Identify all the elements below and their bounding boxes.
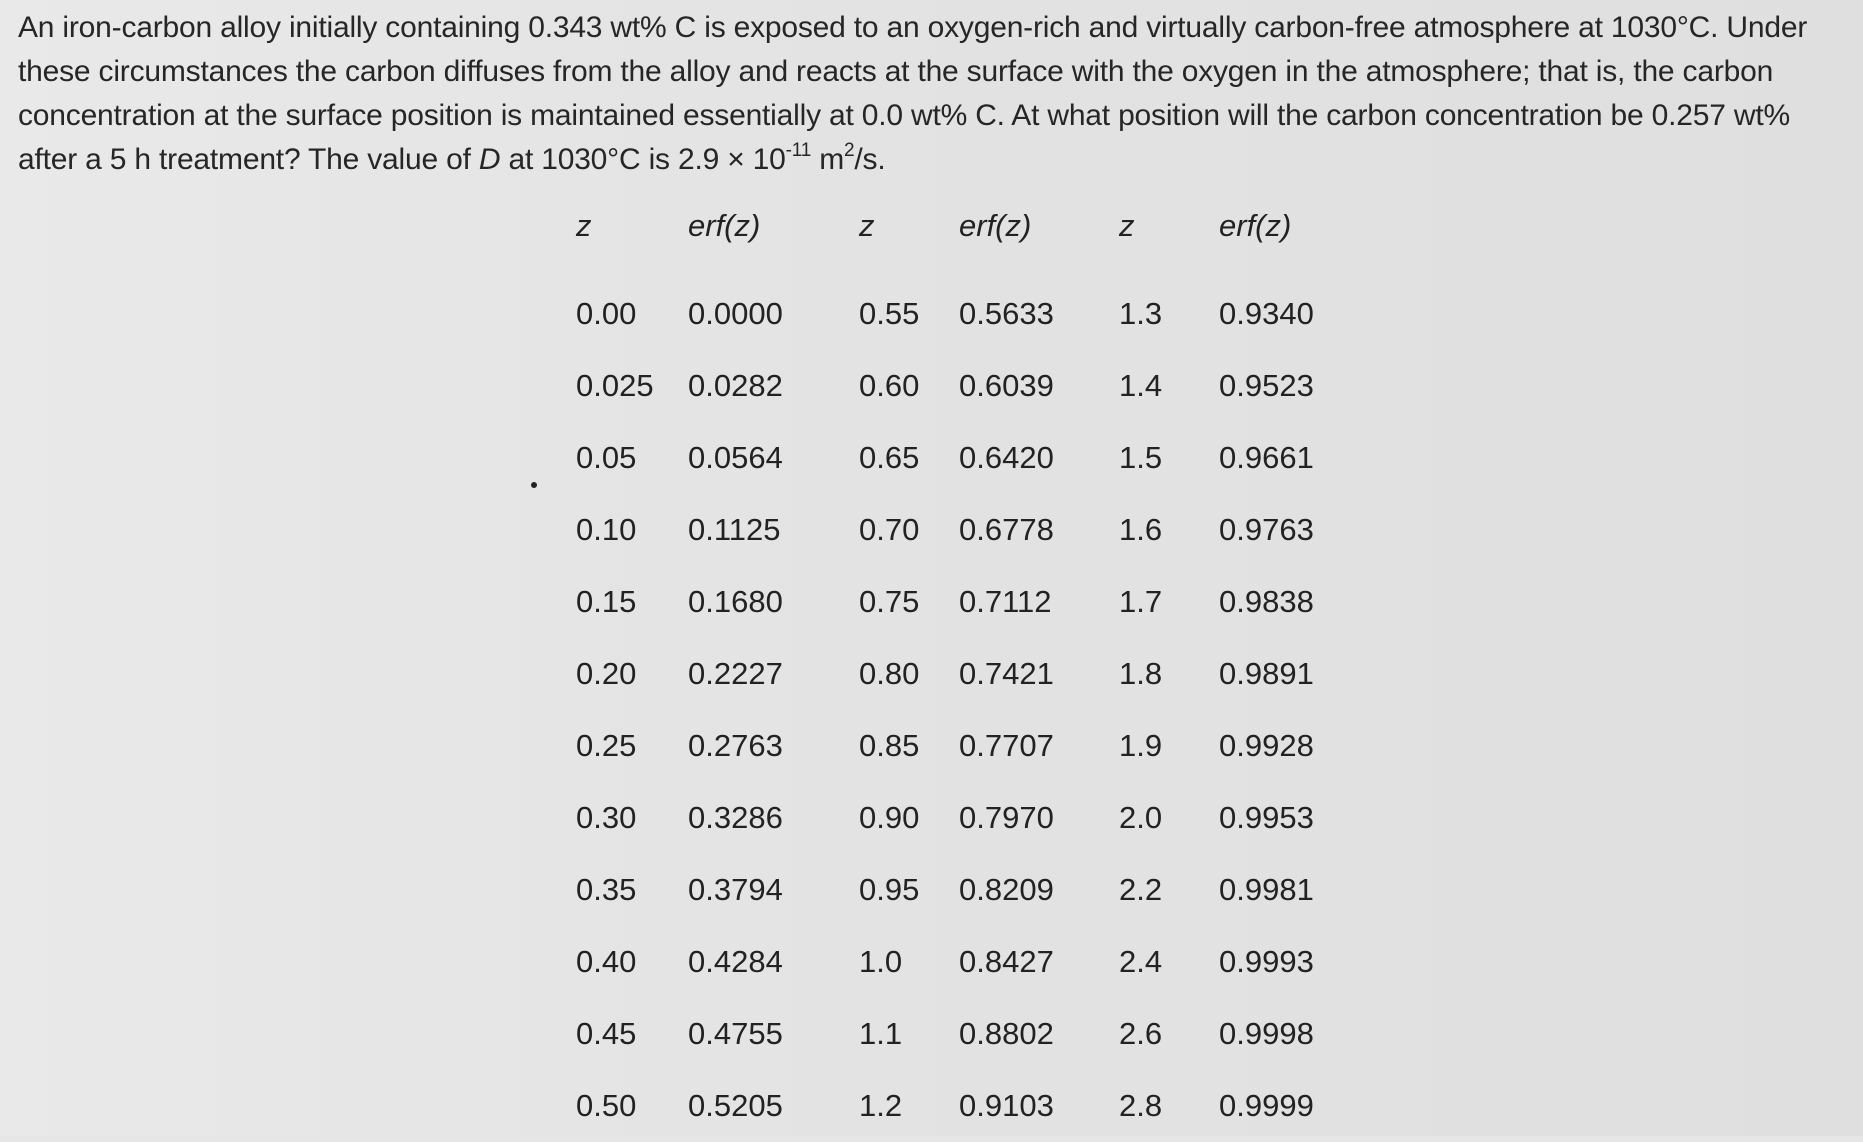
z-value: 1.5 bbox=[1119, 440, 1163, 475]
erf-value: 0.2227 bbox=[688, 656, 783, 691]
z-value: 0.50 bbox=[576, 1088, 637, 1123]
header-erf-2: erf(z) bbox=[959, 208, 1032, 243]
erf-value: 0.6039 bbox=[959, 368, 1054, 403]
z-value: 1.4 bbox=[1119, 368, 1163, 403]
erf-table-body bbox=[560, 278, 1349, 1142]
z-value: 0.85 bbox=[859, 728, 920, 763]
header-z-3: z bbox=[1119, 208, 1135, 243]
erf-value: 0.9999 bbox=[1219, 1088, 1314, 1123]
z-value: 0.025 bbox=[576, 368, 654, 403]
erf-value: 0.0564 bbox=[688, 440, 783, 475]
z-value: 0.30 bbox=[576, 800, 637, 835]
erf-value: 0.9998 bbox=[1219, 1016, 1314, 1051]
erf-value: 0.0000 bbox=[688, 296, 783, 331]
diffusion-coefficient-symbol: D bbox=[478, 143, 501, 176]
z-value: 2.4 bbox=[1119, 944, 1163, 979]
z-value: 0.80 bbox=[859, 656, 920, 691]
erf-value: 0.8209 bbox=[959, 872, 1054, 907]
z-value: 0.05 bbox=[576, 440, 637, 475]
z-value: 0.70 bbox=[859, 512, 920, 547]
header-erf-3: erf(z) bbox=[1219, 208, 1292, 243]
erf-value: 0.9891 bbox=[1219, 656, 1314, 691]
z-value: 0.20 bbox=[576, 656, 637, 691]
erf-value: 0.7421 bbox=[959, 656, 1054, 691]
z-value: 0.65 bbox=[859, 440, 920, 475]
erf-value: 0.1125 bbox=[688, 512, 781, 547]
z-value: 0.60 bbox=[859, 368, 920, 403]
exponent-value: -11 bbox=[785, 140, 812, 161]
header-z-1: z bbox=[576, 208, 592, 243]
erf-value: 0.0282 bbox=[688, 368, 783, 403]
z-value: 1.2 bbox=[859, 1088, 903, 1123]
z-value: 1.7 bbox=[1119, 584, 1163, 619]
z-value: 1.8 bbox=[1119, 656, 1163, 691]
z-value: 2.6 bbox=[1119, 1016, 1163, 1051]
problem-text bbox=[18, 6, 1848, 182]
problem-text-part3: m bbox=[811, 143, 845, 176]
erf-value: 0.9993 bbox=[1219, 944, 1314, 979]
units-exponent: 2 bbox=[844, 140, 855, 161]
erf-value: 0.9928 bbox=[1219, 728, 1314, 763]
erf-value: 0.3286 bbox=[688, 800, 783, 835]
erf-value: 0.9661 bbox=[1219, 440, 1314, 475]
z-value: 0.35 bbox=[576, 872, 637, 907]
erf-value: 0.6420 bbox=[959, 440, 1054, 475]
erf-value: 0.9763 bbox=[1219, 512, 1314, 547]
erf-value: 0.3794 bbox=[688, 872, 783, 907]
erf-table bbox=[560, 208, 1349, 1142]
erf-value: 0.8427 bbox=[959, 944, 1054, 979]
erf-table-header bbox=[560, 208, 1349, 278]
z-value: 0.45 bbox=[576, 1016, 637, 1051]
table-row bbox=[560, 998, 1349, 1070]
erf-value: 0.9340 bbox=[1219, 296, 1314, 331]
z-value: 0.95 bbox=[859, 872, 920, 907]
problem-text-part4: /s. bbox=[854, 143, 886, 176]
erf-value: 0.9953 bbox=[1219, 800, 1314, 835]
z-value: 2.8 bbox=[1119, 1088, 1163, 1123]
problem-text-part1: An iron-carbon alloy initially containing 0.343 wt% C is exposed to an oxygen-rich and virtually carbon-free atmosphere at 1030°C. Under these circumstances the carbon diffuses from the alloy and reacts at the surface with the oxygen in the atmosphere; that is, the carbon concentration at the surface position is maintained essentially at 0.0 wt% C. At what position will the carbon concentration be 0.257 wt% after a 5 h treatment? The value of bbox=[18, 11, 1808, 176]
erf-value: 0.5633 bbox=[959, 296, 1054, 331]
z-value: 0.10 bbox=[576, 512, 637, 547]
erf-value: 0.9981 bbox=[1219, 872, 1314, 907]
erf-value: 0.9523 bbox=[1219, 368, 1314, 403]
erf-value: 0.5205 bbox=[688, 1088, 783, 1123]
table-row bbox=[560, 494, 1349, 566]
z-value: 0.90 bbox=[859, 800, 920, 835]
z-value: 0.40 bbox=[576, 944, 637, 979]
problem-statement bbox=[18, 6, 1848, 182]
table-row bbox=[560, 782, 1349, 854]
table-row bbox=[560, 638, 1349, 710]
erf-value: 0.9103 bbox=[959, 1088, 1054, 1123]
z-value: 0.00 bbox=[576, 296, 637, 331]
erf-value: 0.4284 bbox=[688, 944, 783, 979]
z-value: 2.2 bbox=[1119, 872, 1163, 907]
erf-value: 0.7970 bbox=[959, 800, 1054, 835]
z-value: 1.0 bbox=[859, 944, 903, 979]
problem-text-part2: at 1030°C is 2.9 × 10 bbox=[500, 143, 786, 176]
erf-value: 0.8802 bbox=[959, 1016, 1054, 1051]
table-row bbox=[560, 1070, 1349, 1142]
z-value: 0.75 bbox=[859, 584, 920, 619]
erf-value: 0.1680 bbox=[688, 584, 783, 619]
z-value: 0.25 bbox=[576, 728, 637, 763]
header-z-2: z bbox=[859, 208, 875, 243]
z-value: 1.1 bbox=[859, 1016, 903, 1051]
z-value: 2.0 bbox=[1119, 800, 1163, 835]
table-row bbox=[560, 854, 1349, 926]
stray-dot-mark bbox=[531, 482, 537, 488]
z-value: 1.9 bbox=[1119, 728, 1163, 763]
erf-value: 0.4755 bbox=[688, 1016, 783, 1051]
table-row bbox=[560, 278, 1349, 350]
z-value: 1.3 bbox=[1119, 296, 1163, 331]
table-row bbox=[560, 422, 1349, 494]
z-value: 1.6 bbox=[1119, 512, 1163, 547]
erf-value: 0.9838 bbox=[1219, 584, 1314, 619]
table-row bbox=[560, 350, 1349, 422]
header-row bbox=[560, 208, 1349, 278]
table-row bbox=[560, 926, 1349, 998]
table-row bbox=[560, 710, 1349, 782]
z-value: 0.15 bbox=[576, 584, 637, 619]
erf-value: 0.7112 bbox=[959, 584, 1052, 619]
z-value: 0.55 bbox=[859, 296, 920, 331]
erf-value: 0.7707 bbox=[959, 728, 1054, 763]
erf-value: 0.2763 bbox=[688, 728, 783, 763]
erf-value: 0.6778 bbox=[959, 512, 1054, 547]
table-row bbox=[560, 566, 1349, 638]
header-erf-1: erf(z) bbox=[688, 208, 761, 243]
